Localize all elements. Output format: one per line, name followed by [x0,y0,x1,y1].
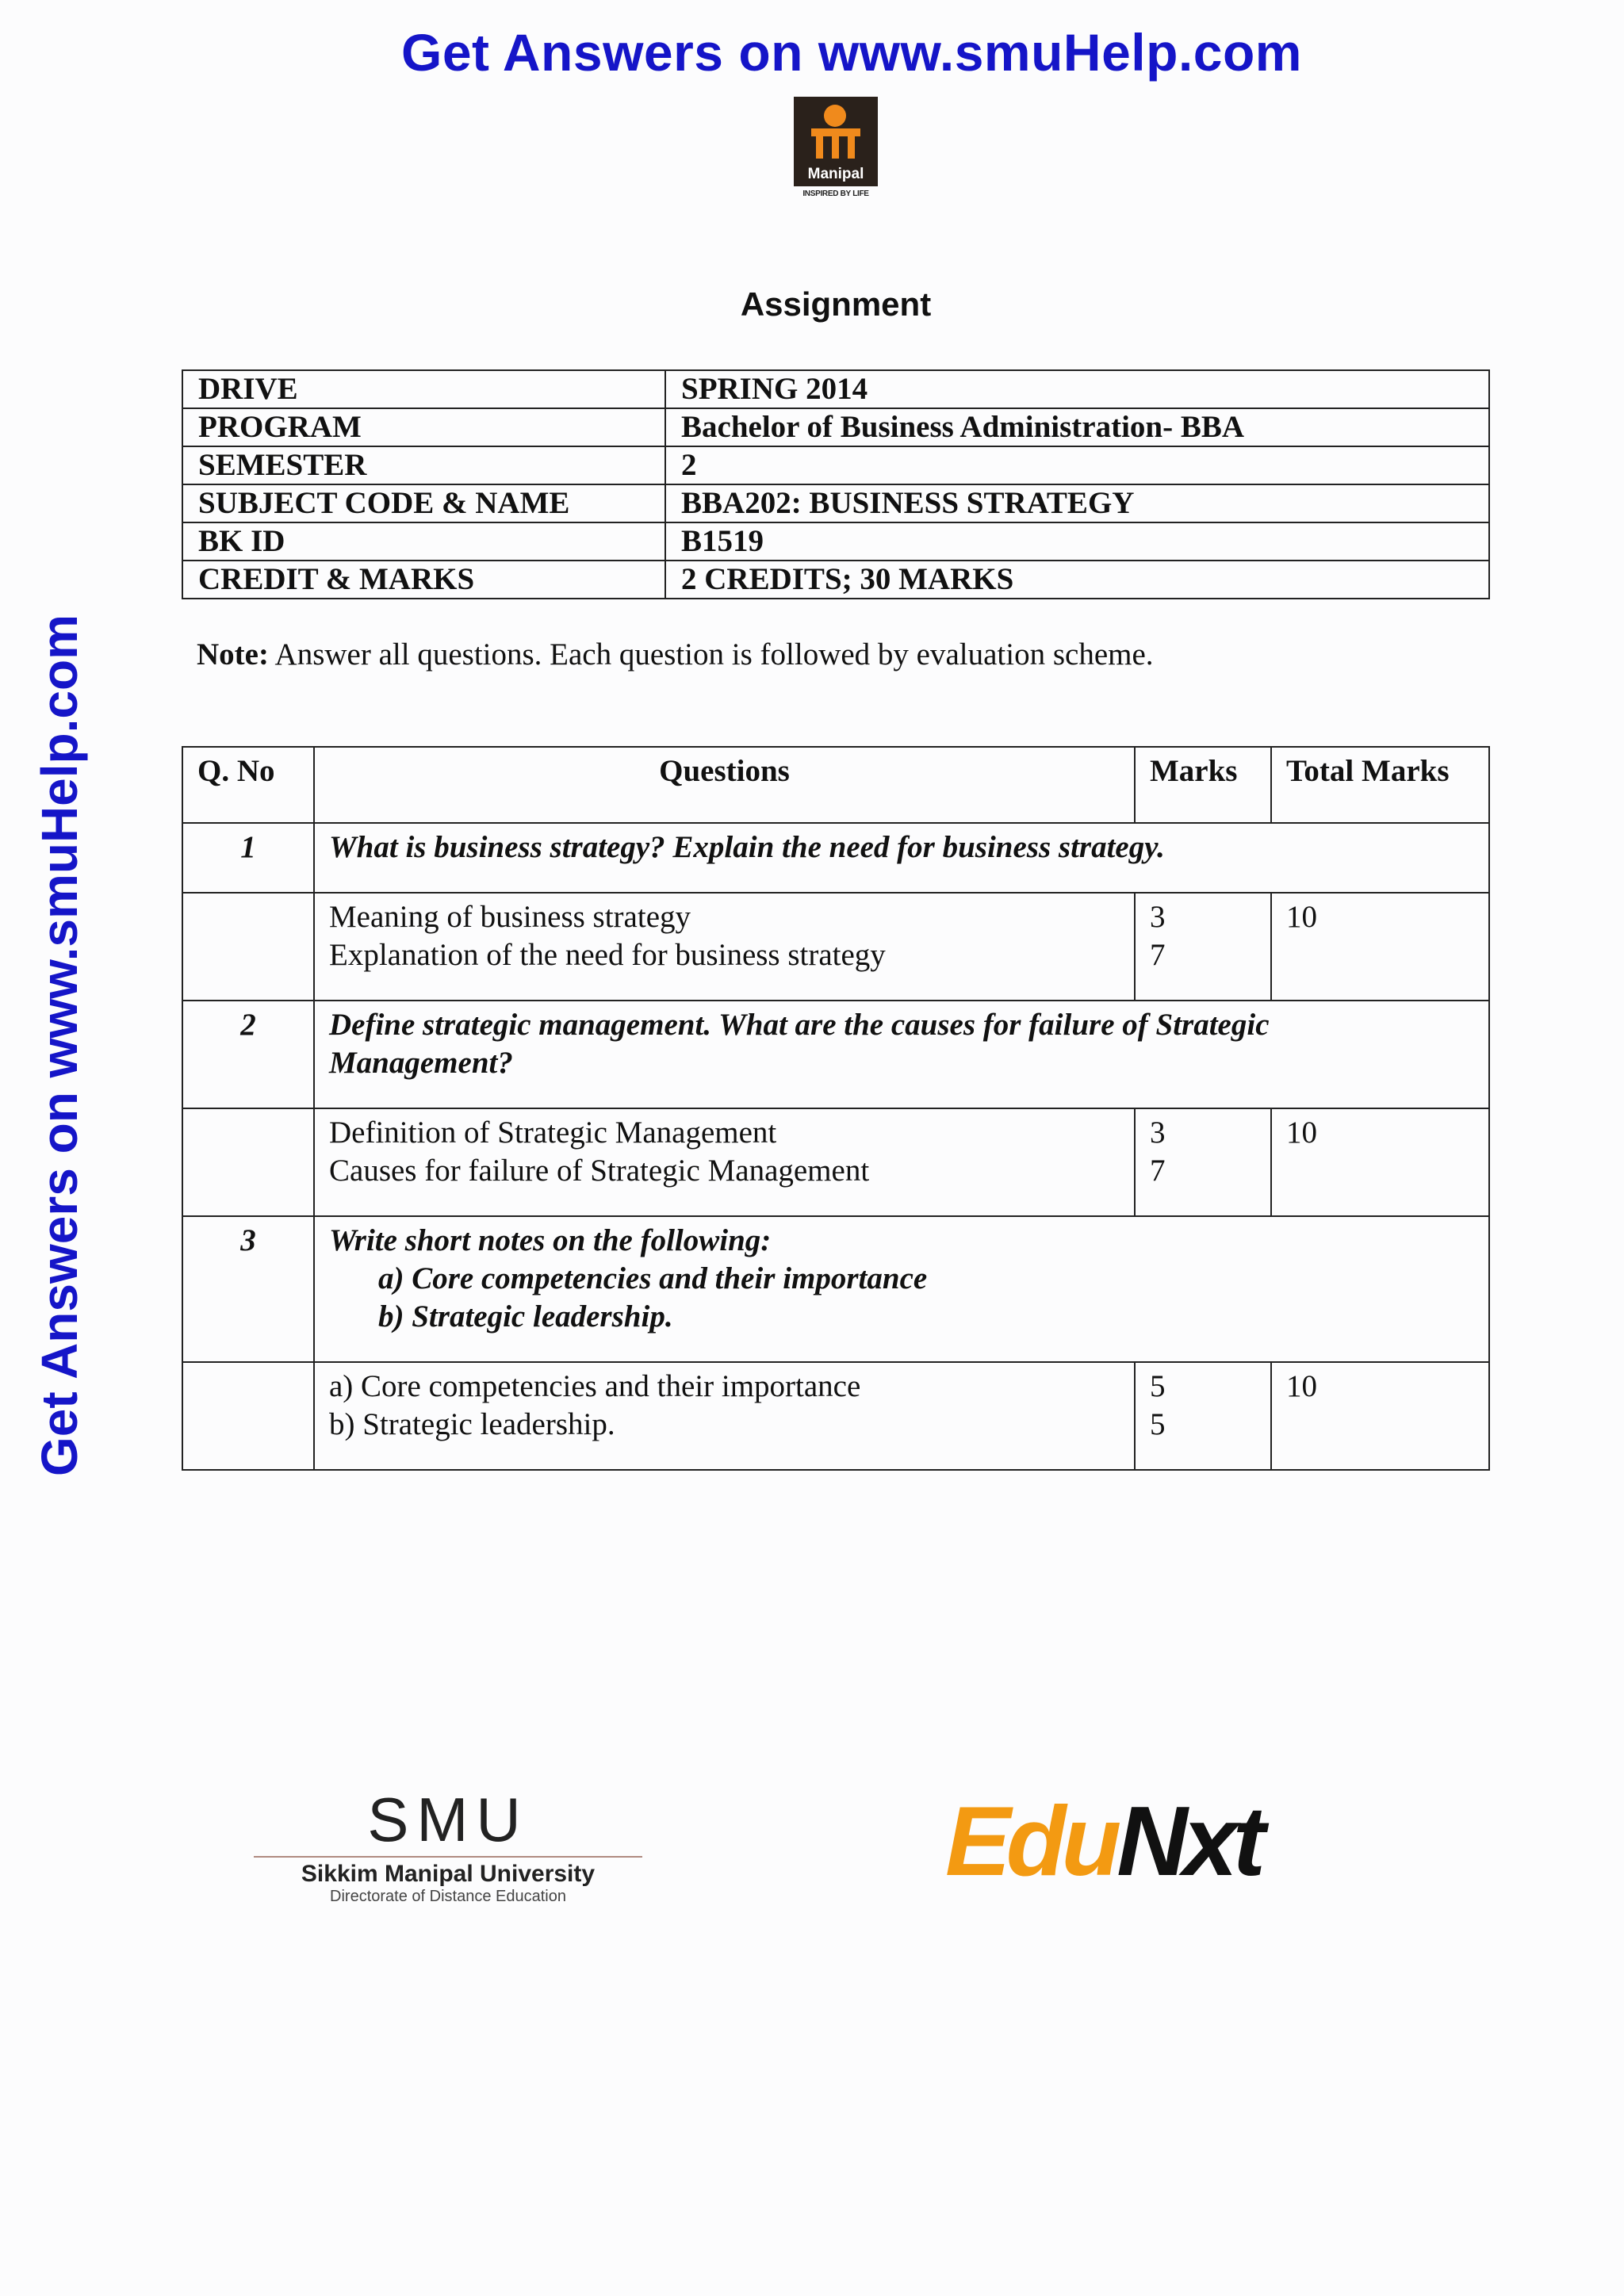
edunxt-logo [945,1787,1262,1896]
header-marks: Marks [1135,747,1271,823]
scheme-row [182,1362,1489,1470]
question-number: 1 [182,823,314,893]
scheme-row [182,893,1489,1001]
smu-university-name: Sikkim Manipal University [301,1861,596,1887]
scheme-item: Definition of Strategic Management [329,1115,777,1150]
assignment-title: Assignment [740,285,932,323]
instruction-note [197,637,1154,672]
question-text-line: Write short notes on the following: [329,1223,772,1257]
smu-logo-text: SMU [367,1785,529,1854]
question-text: What is business strategy? Explain the need for business strategy. [314,823,1489,893]
question-number: 2 [182,1001,314,1108]
top-banner: Get Answers on www.smuHelp.com [400,23,1302,82]
manipal-logo-mark [794,97,878,186]
question-row [182,823,1489,893]
info-row [182,522,1489,561]
question-row [182,1216,1489,1362]
info-value: B1519 [665,522,1489,561]
mark-value: 3 [1150,1115,1166,1150]
empty-cell [182,893,314,1001]
question-text-line: Define strategic management. What are the causes for failure of Strategic [329,1008,1270,1042]
edunxt-logo-edu: Edu [945,1787,1117,1896]
smu-logo [254,1785,642,1906]
manipal-tagline: INSPIRED BY LIFE [802,189,869,198]
scheme-marks [1135,1362,1271,1470]
scheme-marks [1135,893,1271,1001]
note-label: Note: [197,637,269,672]
total-marks: 10 [1271,1108,1489,1216]
question-text-line: Management? [329,1046,513,1080]
info-key: SEMESTER [182,446,665,484]
note-text: Answer all questions. Each question is followed by evaluation scheme. [268,637,1154,672]
scheme-item: a) Core competencies and their importance [329,1369,861,1403]
info-key: CREDIT & MARKS [182,561,665,599]
mark-value: 5 [1150,1407,1166,1441]
info-key: BK ID [182,522,665,561]
header-questions: Questions [314,747,1135,823]
manipal-logo [794,97,878,216]
mark-value: 7 [1150,938,1166,972]
smu-directorate: Directorate of Distance Education [330,1888,566,1905]
question-text [314,1001,1489,1108]
info-value: Bachelor of Business Administration- BBA [665,408,1489,446]
info-row [182,484,1489,522]
empty-cell [182,1362,314,1470]
total-marks: 10 [1271,1362,1489,1470]
info-row [182,408,1489,446]
questions-header-row [182,747,1489,823]
scheme-item: Causes for failure of Strategic Management [329,1154,870,1188]
mark-value: 7 [1150,1154,1166,1188]
smu-logo-divider [254,1856,642,1858]
scheme-item: Meaning of business strategy [329,900,691,934]
info-key: PROGRAM [182,408,665,446]
info-row [182,561,1489,599]
total-marks: 10 [1271,893,1489,1001]
scheme-items [314,1362,1135,1470]
info-row [182,446,1489,484]
edunxt-logo-nxt: Nxt [1116,1787,1262,1896]
empty-cell [182,1108,314,1216]
question-subpart: b) Strategic leadership. [378,1299,673,1334]
header-qno: Q. No [182,747,314,823]
assignment-info-table [182,369,1490,599]
side-banner: Get Answers on www.smuHelp.com [31,614,88,1476]
scheme-items [314,1108,1135,1216]
scheme-row [182,1108,1489,1216]
scheme-marks [1135,1108,1271,1216]
mark-value: 5 [1150,1369,1166,1403]
header-total-marks: Total Marks [1271,747,1489,823]
question-subpart: a) Core competencies and their importance [378,1261,928,1295]
question-text [314,1216,1489,1362]
info-row [182,370,1489,408]
info-value: SPRING 2014 [665,370,1489,408]
scheme-items [314,893,1135,1001]
info-value: BBA202: BUSINESS STRATEGY [665,484,1489,522]
question-row [182,1001,1489,1108]
scheme-item: Explanation of the need for business strategy [329,938,886,972]
info-key: SUBJECT CODE & NAME [182,484,665,522]
mark-value: 3 [1150,900,1166,934]
info-value: 2 [665,446,1489,484]
question-number: 3 [182,1216,314,1362]
scheme-item: b) Strategic leadership. [329,1407,615,1441]
questions-table [182,746,1490,1471]
info-value: 2 CREDITS; 30 MARKS [665,561,1489,599]
manipal-logo-name: Manipal [807,166,864,182]
manipal-emblem-icon [794,97,878,168]
info-key: DRIVE [182,370,665,408]
